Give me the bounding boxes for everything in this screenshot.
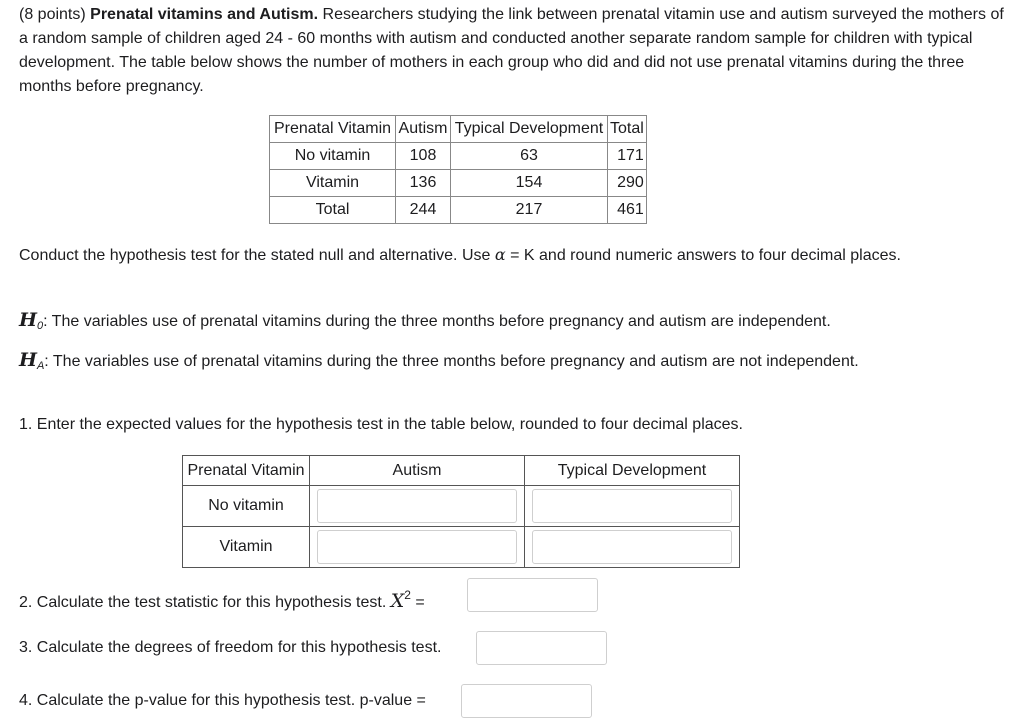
expected-no-vitamin-autism-input[interactable] [317,489,517,523]
degrees-of-freedom-input[interactable] [476,631,607,665]
observed-data-table [269,115,647,224]
table-cell: 171 [608,143,647,170]
header-cell: Autism [310,456,525,486]
header-cell: Total [608,116,647,143]
table-cell: 154 [451,170,608,197]
expected-vitamin-typical-input[interactable] [532,530,732,564]
test-statistic-input[interactable] [467,578,598,612]
intro-text: Researchers studying the link between prenatal vitamin use and autism surveyed the mothers of a random sample of children aged 24 - 60 months with autism and conducted another separate random sample for children with typical development. The table below shows the number of mothers in each group who did and did not use prenatal vitamins during the three months before pregnancy. [19,6,1004,95]
table-row [270,143,647,170]
table-row [183,486,740,527]
expected-no-vitamin-typical-input[interactable] [532,489,732,523]
ha-symbol: H [19,349,37,371]
table-cell: 136 [396,170,451,197]
p-value-input[interactable] [461,684,592,718]
question-4: 4. Calculate the p-value for this hypothesis test. p-value = [19,692,426,709]
table-cell: 217 [451,197,608,224]
h0-text: : The variables use of prenatal vitamins during the three months before pregnancy and autism are independent. [43,313,831,330]
instructions-text-2: = K and round numeric answers to four decimal places. [510,247,901,264]
null-hypothesis [19,308,831,338]
table-cell: 63 [451,143,608,170]
row-label: Vitamin [270,170,396,197]
alternative-hypothesis [19,348,1009,378]
table-row [270,197,647,224]
table-row [270,170,647,197]
answer-cell [525,486,740,527]
ha-subscript: A [36,360,45,372]
problem-intro [19,3,1009,99]
points-label: (8 points) [19,6,86,23]
equals-sign: = [415,594,425,611]
h0-symbol: H [19,309,37,331]
answer-cell [525,527,740,568]
table-header-row [183,456,740,486]
table-cell: 244 [396,197,451,224]
question-2 [19,583,425,615]
expected-values-table [182,455,740,568]
question-3: 3. Calculate the degrees of freedom for this hypothesis test. [19,639,442,656]
table-header-row [270,116,647,143]
header-cell: Typical Development [525,456,740,486]
header-cell: Prenatal Vitamin [183,456,310,486]
table-cell: 290 [608,170,647,197]
chi-square-symbol: X [390,590,405,612]
answer-cell [310,486,525,527]
header-cell: Prenatal Vitamin [270,116,396,143]
header-cell: Typical Development [451,116,608,143]
q2-text: 2. Calculate the test statistic for this hypothesis test. [19,594,387,611]
table-cell: 461 [608,197,647,224]
table-cell: 108 [396,143,451,170]
alpha-symbol: α [494,245,506,264]
h0-subscript: 0 [36,320,44,332]
expected-vitamin-autism-input[interactable] [317,530,517,564]
row-label: No vitamin [270,143,396,170]
row-label: Total [270,197,396,224]
problem-title: Prenatal vitamins and Autism. [90,6,319,23]
question-1: 1. Enter the expected values for the hypothesis test in the table below, rounded to four decimal places. [19,416,743,433]
ha-text: : The variables use of prenatal vitamins during the three months before pregnancy and autism are not independent. [44,353,859,370]
test-instructions [19,243,1009,268]
answer-cell [310,527,525,568]
header-cell: Autism [396,116,451,143]
instructions-text: Conduct the hypothesis test for the stated null and alternative. Use [19,247,491,264]
chi-square-exponent: 2 [404,588,411,602]
table-row [183,527,740,568]
row-label: No vitamin [183,486,310,527]
row-label: Vitamin [183,527,310,568]
